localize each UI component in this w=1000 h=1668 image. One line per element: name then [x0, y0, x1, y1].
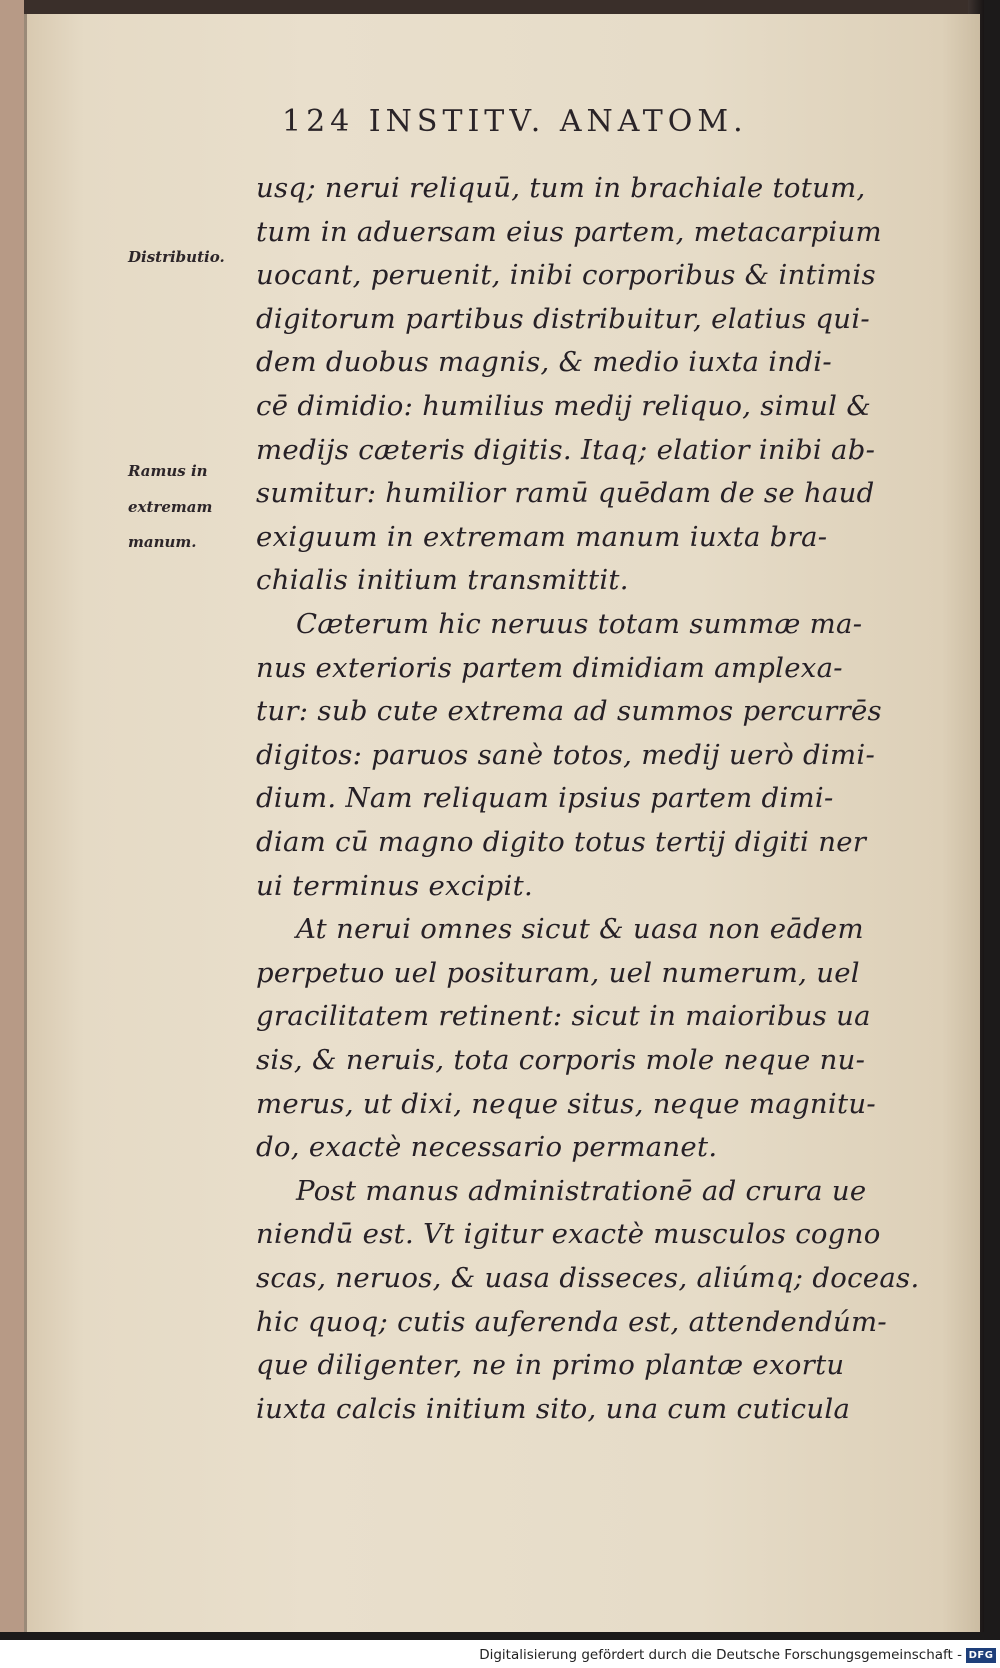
margin-note-ramus: Ramus in: [128, 462, 208, 480]
text-line: merus, ut dixi, neque situs, neque magnitu-: [256, 1087, 876, 1120]
text-line: gracilitatem retinent: sicut in maioribus ua: [256, 1000, 871, 1033]
text-line: scas, neruos, & uasa disseces, aliúmq; doceas.: [256, 1262, 920, 1294]
text-line: dium. Nam reliquam ipsius partem dimi-: [256, 782, 834, 815]
running-head: 124 INSTITV. ANATOM.: [282, 104, 748, 139]
text-line: dem duobus magnis, & medio iuxta indi-: [256, 346, 832, 379]
digitization-footer: [0, 1643, 1000, 1668]
text-line: At nerui omnes sicut & uasa non eādem: [296, 913, 864, 946]
text-line: ui terminus excipit.: [256, 869, 534, 902]
funding-notice: Digitalisierung gefördert durch die Deutsche Forschungsgemeinschaft -: [479, 1647, 962, 1663]
text-line: perpetuo uel posituram, uel numerum, uel: [256, 956, 860, 989]
text-line: Cæterum hic neruus totam summæ ma-: [296, 608, 863, 640]
text-line: niendū est. Vt igitur exactè musculos cogno: [256, 1218, 881, 1251]
text-line: cē dimidio: humilius medij reliquo, simul &: [256, 390, 872, 422]
text-line: Post manus administrationē ad crura ue: [296, 1174, 867, 1207]
margin-note-extremam: extremam: [128, 498, 213, 516]
text-line: sumitur: humilior ramū quēdam de se haud: [256, 477, 875, 510]
text-line: medijs cæteris digitis. Itaq; elatior inibi ab-: [256, 433, 876, 466]
text-line: usq; nerui reliquū, tum in brachiale totum,: [256, 172, 866, 204]
text-line: hic quoq; cutis auferenda est, attendendúm-: [256, 1305, 887, 1338]
text-line: diam cū magno digito totus tertij digiti ner: [256, 826, 867, 858]
text-line: nus exterioris partem dimidiam amplexa-: [256, 651, 843, 684]
dfg-logo-icon: DFG: [966, 1648, 996, 1663]
text-line: tum in aduersam eius partem, metacarpium: [256, 215, 882, 248]
text-line: exiguum in extremam manum iuxta bra-: [256, 520, 828, 553]
margin-note-manum: manum.: [128, 533, 197, 551]
text-line: do, exactè necessario permanet.: [256, 1131, 718, 1164]
text-line: sis, & neruis, tota corporis mole neque nu-: [256, 1044, 866, 1076]
text-line: digitorum partibus distribuitur, elatius qui-: [256, 302, 871, 335]
text-line: digitos: paruos sanè totos, medij uerò dimi-: [256, 738, 876, 771]
text-line: chialis initium transmittit.: [256, 564, 629, 597]
text-line: que diligenter, ne in primo plantæ exortu: [256, 1349, 845, 1382]
text-line: iuxta calcis initium sito, una cum cuticula: [256, 1392, 851, 1425]
text-line: tur: sub cute extrema ad summos percurrēs: [256, 695, 882, 728]
margin-note-distributio: Distributio.: [128, 248, 225, 266]
text-line: uocant, peruenit, inibi corporibus & intimis: [256, 259, 876, 292]
